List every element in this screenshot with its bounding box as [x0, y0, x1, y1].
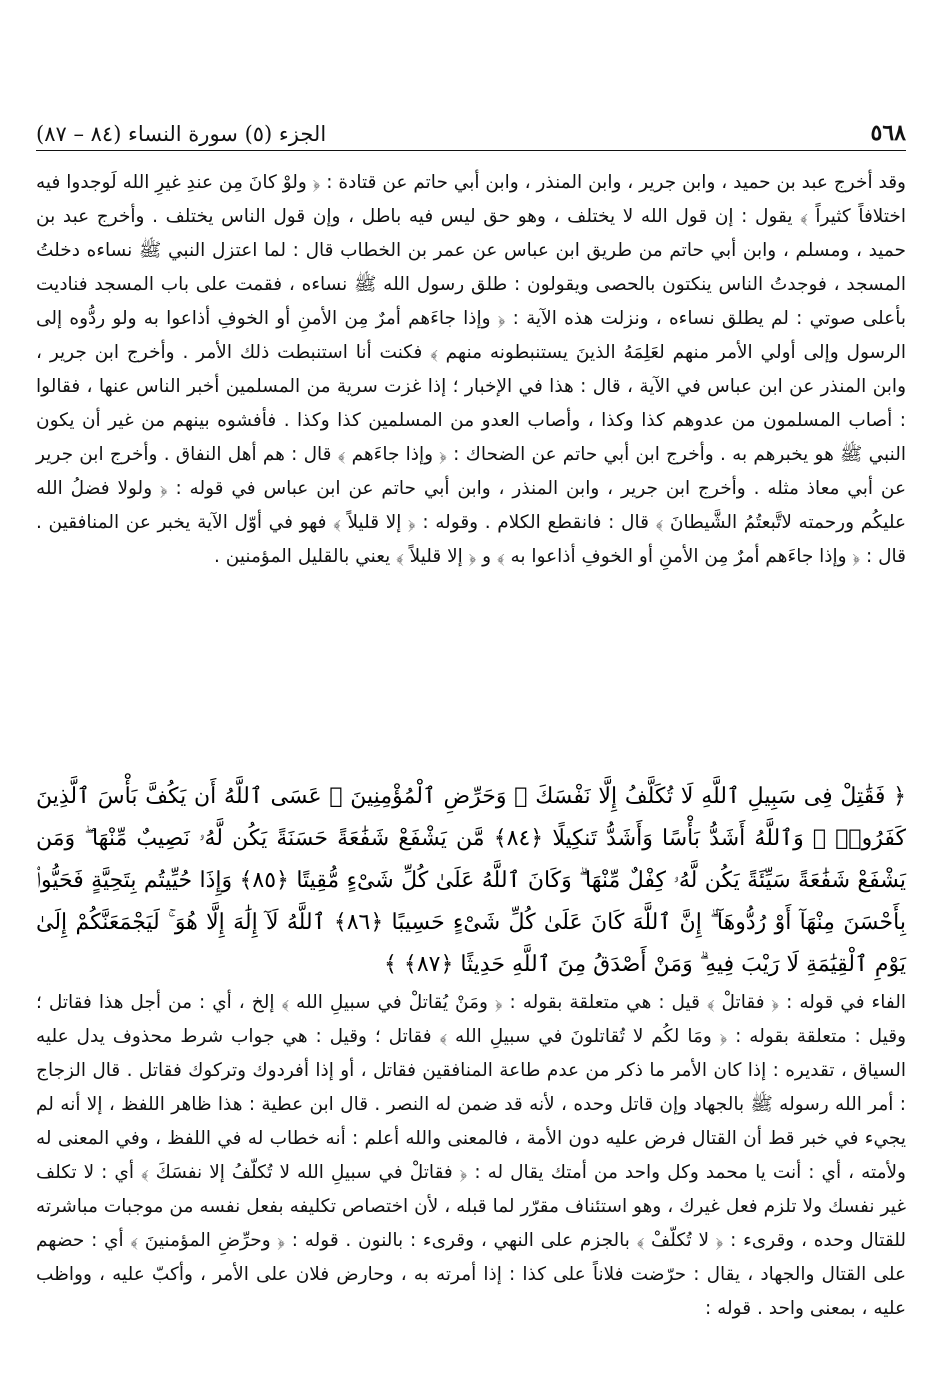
page-number: ٥٦٨: [870, 120, 906, 146]
paragraph: وقد أخرج عبد بن حميد ، وابن جرير ، وابن المنذر ، وابن أبي حاتم عن قتادة : ﴿ ولوْ كانَ مِن عندِ غيرِ الله لَوجدوا فيه اختلافاً كثيراً ﴾ يقول : إن قول الله لا يختلف ، وهو حق ليس فيه باطل ، وإن قول الناس يختلف . وأخرج عبد بن حميد ، ومسلم ، وابن أبي حاتم من طريق ابن عباس عن عمر بن الخطاب قال : لما اعتزل النبي ﷺ نساءه دخلتُ المسجد ، فوجدتُ الناس ينكتون بالحصى ويقولون : طلق رسول الله ﷺ نساءه ، فقمت على باب المسجد فناديت بأعلى صوتي : لم يطلق نساءه ، ونزلت هذه الآية : ﴿ وإذا جاءَهم أمرٌ مِن الأمنِ أو الخوفِ أذاعوا به ولو ردُّوه إلى الرسول وإلى أولي الأمر منهم لعَلِمَهُ الذينَ يستنبطونه منهم ﴾ فكنت أنا استنبطت ذلك الأمر . وأخرج ابن جرير ، وابن المنذر عن ابن عباس في الآية ، قال : هذا في الإخبار ؛ إذا غزت سرية من المسلمين أخبر الناس عنها ، فقالوا : أصاب المسلمون من عدوهم كذا وكذا ، وأصاب العدو من المسلمين كذا وكذا . فأفشوه بينهم من غير أن يكون النبي ﷺ هو يخبرهم به . وأخرج ابن أبي حاتم عن الضحاك : ﴿ وإذا جاءَهم ﴾ قال : هم أهل النفاق . وأخرج ابن جرير عن أبي معاذ مثله . وأخرج ابن جرير ، وابن المنذر ، وابن أبي حاتم عن ابن عباس في قوله : ﴿ ولولا فضلُ الله عليكُم ورحمته لاتَّبعتُمُ الشَّيطانَ ﴾ قال : فانقطع الكلام . وقوله : ﴿ إلا قليلاً ﴾ فهو في أوّل الآية يخبر عن المنافقين . قال : ﴿ وإذا جاءَهم أمرٌ مِن الأمنِ أو الخوفِ أذاعوا به ﴾ و ﴿ إلا قليلاً ﴾ يعني بالقليل المؤمنين .: [36, 172, 906, 567]
page-header: [36, 104, 906, 151]
paragraph: الفاء في قوله : ﴿ فقاتلْ ﴾ قيل : هي متعلقة بقوله : ﴿ ومَنْ يُقاتلْ في سبيلِ الله ﴾ إلخ ، أي : من أجل هذا فقاتل ؛ وقيل : متعلقة بقوله : ﴿ ومَا لكُم لا تُقاتلونَ في سبيلِ الله ﴾ فقاتل ؛ وقيل : هي جواب شرط محذوف يدل عليه السياق ، تقديره : إذا كان الأمر ما ذكر من عدم طاعة المنافقين فقاتل ، أو إذا أفردوك وتركوك فقاتل . قال الزجاج : أمر الله رسوله ﷺ بالجهاد وإن قاتل وحده ، لأنه قد ضمن له النصر . قال ابن عطية : هذا ظاهر اللفظ ، إلا أنه لم يجيء في خبر قط أن القتال فرض عليه دون الأمة ، فالمعنى والله أعلم : أنه خطاب له في اللفظ ، وفي المعنى له ولأمته ، أي : أنت يا محمد وكل واحد من أمتك يقال له : ﴿ فقاتلْ في سبيلِ الله لا تُكلّفُ إلا نفسَكَ ﴾ أي : لا تكلف غير نفسك ولا تلزم فعل غيرك ، وهو استئناف مقرّر لما قبله ، لأن اختصاص تكليفه بفعل نفسه من موجبات مباشرته للقتال وحده ، وقرىء : ﴿ لا تُكلّفْ ﴾ بالجزم على النهي ، وقرىء : بالنون . قوله : ﴿ وحرِّضِ المؤمنينَ ﴾ أي : حضهم على القتال والجهاد ، يقال : حرّضت فلاناً على كذا : إذا أمرته به ، وحارض فلان على الأمر ، وأكبّ عليه ، وواظب عليه ، بمعنى واحد . قوله :: [36, 992, 906, 1319]
verses-text: ﴿ فَقَٰتِلْ فِى سَبِيلِ ٱللَّهِ لَا تُكَلَّفُ إِلَّا نَفْسَكَ ۚ وَحَرِّضِ ٱلْمُؤْمِنِينَ ۖ عَسَى ٱللَّهُ أَن يَكُفَّ بَأْسَ ٱلَّذِينَ كَفَرُوا۟ ۚ وَٱللَّهُ أَشَدُّ بَأْسًا وَأَشَدُّ تَنكِيلًا ﴿٨٤﴾ مَّن يَشْفَعْ شَفَٰعَةً حَسَنَةً يَكُن لَّهُۥ نَصِيبٌ مِّنْهَا ۖ وَمَن يَشْفَعْ شَفَٰعَةً سَيِّئَةً يَكُن لَّهُۥ كِفْلٌ مِّنْهَا ۗ وَكَانَ ٱللَّهُ عَلَىٰ كُلِّ شَىْءٍ مُّقِيتًا ﴿٨٥﴾ وَإِذَا حُيِّيتُم بِتَحِيَّةٍ فَحَيُّوا۟ بِأَحْسَنَ مِنْهَآ أَوْ رُدُّوهَآ ۗ إِنَّ ٱللَّهَ كَانَ عَلَىٰ كُلِّ شَىْءٍ حَسِيبًا ﴿٨٦﴾ ٱللَّهُ لَآ إِلَٰهَ إِلَّا هُوَ ۚ لَيَجْمَعَنَّكُمْ إِلَىٰ يَوْمِ ٱلْقِيَٰمَةِ لَا رَيْبَ فِيهِ ۗ وَمَنْ أَصْدَقُ مِنَ ٱللَّهِ حَدِيثًا ﴿٨٧﴾ ﴾: [36, 784, 906, 977]
quran-verses-block: [36, 776, 906, 986]
commentary-section-1: [36, 166, 906, 580]
page: [36, 104, 906, 1354]
running-title: الجزء (٥) سورة النساء (٨٤ – ٨٧): [36, 122, 327, 146]
commentary-section-2: [36, 986, 906, 1332]
